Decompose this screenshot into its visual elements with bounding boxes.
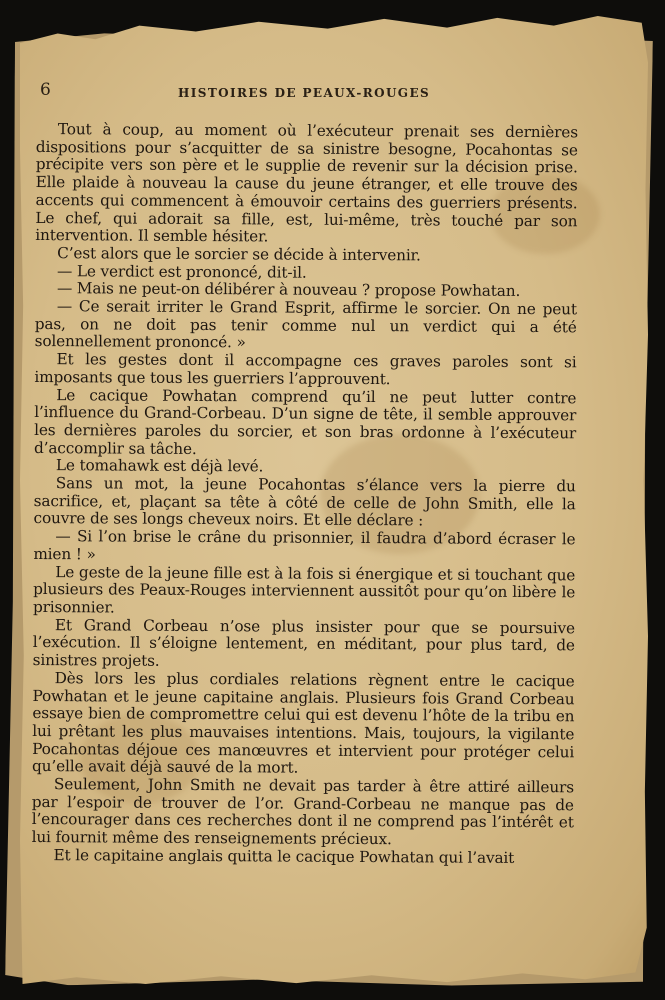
paragraph: Le cacique Powhatan comprend qu’il ne peut lutter contre l’influence du Grand-Corbeau. D’un signe de tête, il semble approuver les dernières paroles du sorcier, et son bras ordonne à l’exécuteur d’accomplir sa tâche. bbox=[33, 385, 577, 458]
paragraph: Dès lors les plus cordiales relations règnent entre le cacique Powhatan et le jeune capitaine anglais. Plusieurs fois Grand Corbeau essaye bien de compromettre celui qui est devenu l’hôte de la tribu en lui prêtant les plus mauvaises intentions. Mais, toujours, la vigilante Pocahontas déjoue ces manœuvres et intervient pour protéger celui qu’elle avait déjà sauvé de la mort. bbox=[32, 668, 575, 777]
paragraph: — Mais ne peut-on délibérer à nouveau ? propose Powhatan. bbox=[56, 279, 521, 301]
page-number: 6 bbox=[40, 80, 51, 100]
body-text bbox=[31, 121, 578, 868]
paragraph: Et les gestes dont il accompagne ces graves paroles sont si imposants que tous les guerriers l’approuvent. bbox=[34, 350, 577, 389]
paragraph: Et Grand Corbeau n’ose plus insister pour que se poursuive l’exécution. Il s’éloigne lentement, en méditant, pour plus tard, de sinistres projets. bbox=[32, 615, 575, 670]
paragraph: Tout à coup, au moment où l’exécuteur prenait ses dernières dispositions pour s’acquitter de sa sinistre besogne, Pocahontas se précipite vers son père et le supplie de revenir sur la décision prise. Elle plaide à nouveau la cause du jeune étranger, et elle trouve des accents qui commencent à émouvoir certains des guerriers présents. Le chef, qui adorait sa fille, est, lui-même, très touché par son intervention. Il semble hésiter. bbox=[35, 120, 578, 246]
paragraph: Le geste de la jeune fille est à la fois si énergique et si touchant que plusieurs des Peaux-Rouges interviennent aussitôt pour qu’on libère le prisonnier. bbox=[32, 562, 576, 617]
running-head: HISTOIRES DE PEAUX-ROUGES bbox=[178, 86, 431, 100]
paragraph: Et le capitaine anglais quitta le cacique Powhatan qui l’avait bbox=[53, 845, 515, 867]
paragraph: Sans un mot, la jeune Pocahontas s’élance vers la pierre du sacrifice, et, plaçant sa tête à côté de celle de John Smith, elle la couvre de ses longs cheveux noirs. Et elle déclare : bbox=[33, 474, 576, 530]
paragraph: — Le verdict est prononcé, dit-il. bbox=[57, 261, 307, 282]
paragraph: Le tomahawk est déjà levé. bbox=[55, 456, 264, 476]
paragraph: Seulement, John Smith ne devait pas tarder à être attiré ailleurs par l’espoir de trouver de l’or. Grand-Corbeau ne manque pas de l’encourager dans ces recherches dont il ne comprend pas l’intérêt et lui fournit même des renseignements précieux. bbox=[31, 775, 574, 849]
paragraph: C’est alors que le sorcier se décide à intervenir. bbox=[57, 244, 421, 265]
paragraph: — Ce serait irriter le Grand Esprit, affirme le sorcier. On ne peut pas, on ne doit pas tenir comme nul un verdict qui a été solennellement prononcé. » bbox=[34, 297, 577, 352]
paragraph: — Si l’on brise le crâne du prisonnier, il faudra d’abord écraser le mien ! » bbox=[33, 527, 576, 564]
